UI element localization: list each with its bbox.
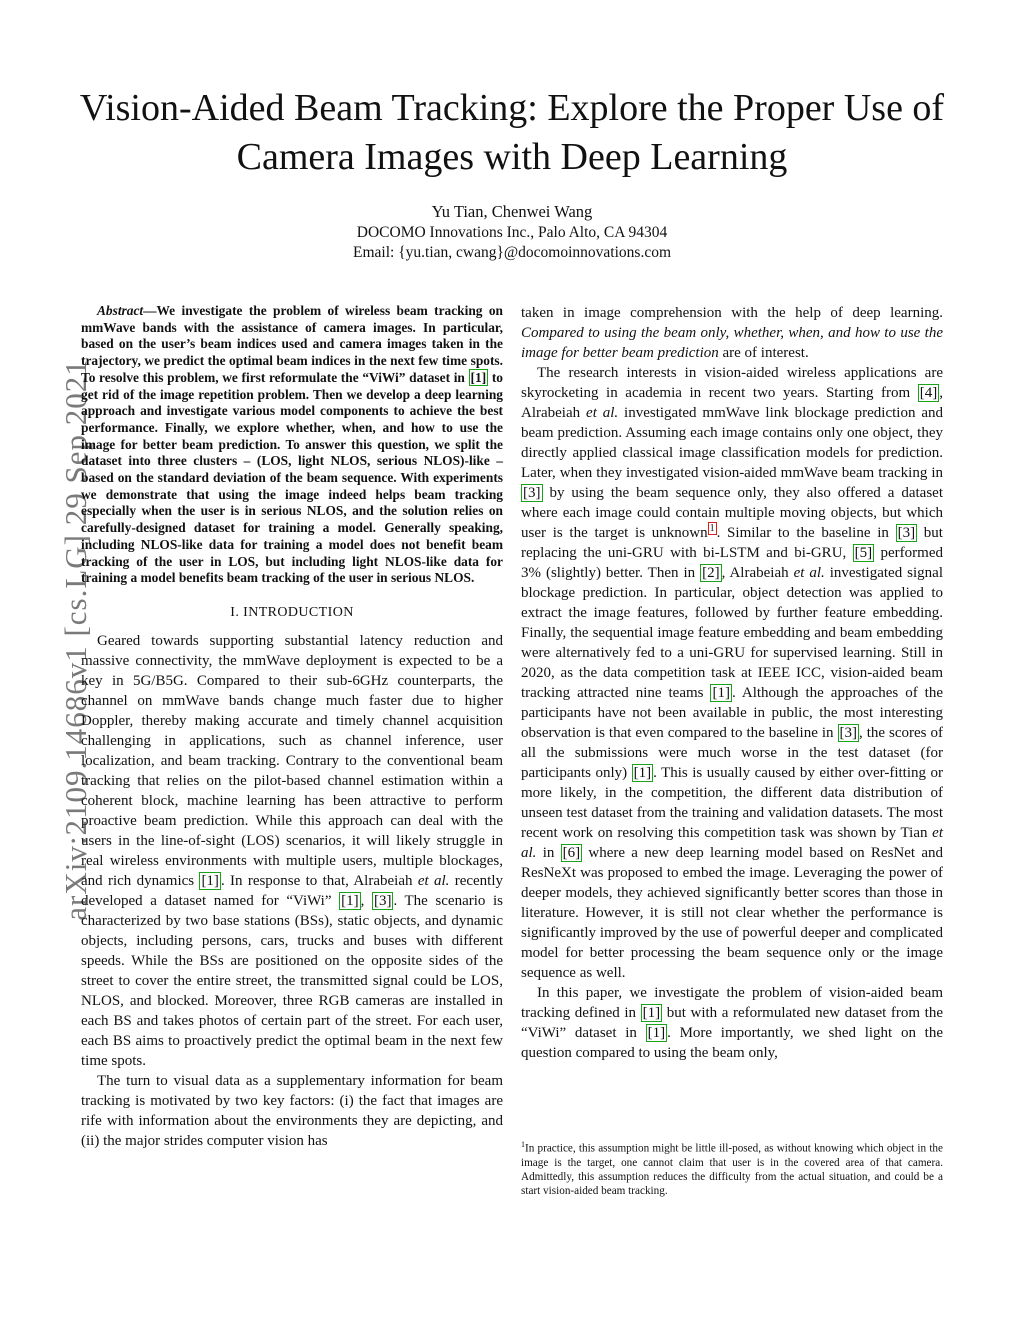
paragraph-text: The research interests in vision-aided wireless applications are skyrocketing in academia in recent two years. Starting from	[521, 365, 943, 401]
author-names: Yu Tian, Chenwei Wang	[431, 202, 593, 221]
abstract-text: to get rid of the image repetition problem. Then we develop a deep learning approach and investigate various model components to achieve the best performance. Finally, we explore whether, when, and how to use the image for better beam prediction. To answer this question, we split the dataset into three clusters – (LOS, light NLOS, serious NLOS)-like – based on the standard deviation of the beam sequence. With experiments we demonstrate that using the image indeed helps beam tracking especially when the user is in serious NLOS, and the solution relies on carefully-designed dataset for training a model. Generally speaking, including NLOS-like data for training a model does not benefit beam tracking of the user in LOS, but including light NLOS-like data for training a model benefits beam tracking of the user in serious NLOS.	[81, 369, 503, 586]
paragraph-text: , Alrabeiah	[721, 565, 794, 581]
citation-link[interactable]: [3]	[523, 485, 541, 501]
paragraph-text: , the scores of all the submissions were much worse in the test dataset (for participants only)	[521, 725, 943, 781]
paragraph-text: are of interest.	[718, 345, 809, 361]
paragraph-text: by using the beam sequence only, they also offered a dataset where each image could contain multiple moving objects, but which user is the target is unknown	[521, 485, 943, 541]
paragraph-text: but with a reformulated new dataset from the “ViWi” dataset in	[521, 1005, 943, 1041]
abstract-label: Abstract	[97, 303, 144, 318]
et-al: et al.	[793, 565, 825, 581]
citation-link[interactable]: [3]	[839, 725, 858, 741]
paragraph-text: investigated mmWave link blockage prediction and beam prediction. Assuming each image contains only one object, they directly applied classical image classification models for prediction. Later, when they investigated vision-aided mmWave beam tracking in	[521, 405, 944, 481]
citation-link[interactable]: [1]	[470, 369, 487, 385]
paper-title: Vision-Aided Beam Tracking: Explore the Proper Use of Camera Images with Deep Learning	[79, 87, 945, 178]
citation-link[interactable]: [4]	[919, 385, 938, 401]
footnote-link[interactable]: 1	[709, 523, 715, 534]
footnote-mark: 1	[521, 1140, 525, 1149]
paragraph-text: where a new deep learning model based on ResNet and ResNeXt was proposed to embed the image. Leveraging the power of deeper models, they achieved significantly better scores than those in literature. However, it is still not clear whether the performance is significantly improved by the use of powerful deeper and complicated model for better processing the beam sequence only or the image sequence as well.	[521, 845, 943, 981]
paragraph-text: In this paper, we investigate the problem of vision-aided beam tracking defined in	[521, 985, 943, 1021]
author-block	[60, 201, 964, 263]
paragraph-text: . Although the approaches of the participants have not been available in public, the most interesting observation is that even compared to the baseline in	[521, 685, 944, 741]
citation-link[interactable]: [6]	[562, 845, 581, 861]
paragraph-text: . The scenario is characterized by two base stations (BSs), static objects, and dynamic objects, including persons, cars, trucks and buses with different speeds. While the BSs are positioned on the opposite sides of the street to cover the entire street, the transmitted signal could be LOS, NLOS, and blocked. Moreover, three RGB cameras are installed in each BS and takes photos of certain part of the street. For each user, each BS aims to proactively predict the optimal beam in the next few time spots.	[81, 892, 504, 1069]
citation-link[interactable]: [2]	[702, 565, 720, 581]
et-al: et al.	[586, 405, 619, 421]
paragraph-text: in	[536, 845, 561, 861]
abstract-text: —We investigate the problem of wireless beam tracking on mmWave bands with the assistance of camera images. In particular, based on the user’s beam indices used and camera images taken in the trajectory, we predict the optimal beam indices in the next few time spots. To resolve this problem, we first reformulate the “ViWi” dataset in	[81, 303, 503, 385]
et-al: et al.	[417, 872, 450, 889]
citation-link[interactable]: [1]	[712, 685, 730, 701]
citation-link[interactable]: [3]	[373, 892, 392, 909]
right-column	[521, 303, 943, 1063]
paragraph-text: , Alrabeiah	[521, 385, 943, 421]
abstract	[81, 303, 503, 587]
paragraph	[521, 303, 943, 363]
paragraph-text: taken in image comprehension with the help of deep learning.	[521, 305, 943, 321]
paragraph-text: . Similar to the baseline in	[716, 525, 896, 541]
footnote	[521, 1138, 943, 1198]
section-heading: I. INTRODUCTION	[230, 604, 354, 620]
citation-link[interactable]: [5]	[854, 545, 873, 561]
paragraph-text: performed 3% (slightly) better. Then in	[521, 545, 943, 581]
citation-link[interactable]: [3]	[897, 525, 916, 541]
author-affiliation: DOCOMO Innovations Inc., Palo Alto, CA 94304	[356, 224, 668, 241]
paragraph-text: ,	[360, 892, 372, 909]
paragraph	[521, 363, 943, 983]
citation-link[interactable]: [1]	[647, 1025, 666, 1041]
paragraph-text: recently developed a dataset named for “ViWi”	[81, 872, 503, 909]
arxiv-identifier: arXiv:2109.14686v1 [cs.LG] 29 Sep 2021	[58, 359, 93, 921]
footnote-text: In practice, this assumption might be little ill-posed, as without knowing which object in the image is the target, one cannot claim that user is in the covered area of that camera. Admittedly, this assumption reduces the difficulty from the actual situation, and could be a start vision-aided beam tracking.	[521, 1142, 943, 1197]
paragraph	[81, 631, 503, 1071]
paragraph-text: investigated signal blockage prediction. In particular, object detection was applied to extract the image features, followed by further feature embedding. Finally, the sequential image feature embedding and beam embedding were alternatively fed to a uni-GRU for supervised learning. Still in 2020, as the data competition task at IEEE ICC, vision-aided beam tracking attracted nine teams	[521, 565, 943, 701]
emphasized-text: Compared to using the beam only, whether, when, and how to use the image for better beam prediction	[521, 325, 943, 361]
paragraph: The turn to visual data as a supplementary information for beam tracking is motivated by two key factors: (i) the fact that images are rife with information about the environments they are depicting, and (ii) the major strides computer vision has	[81, 1072, 503, 1149]
left-column	[81, 303, 503, 1151]
paragraph	[521, 983, 943, 1063]
citation-link[interactable]: [1]	[201, 872, 219, 889]
citation-link[interactable]: [1]	[642, 1005, 661, 1021]
paragraph-text: Geared towards supporting substantial latency reduction and massive connectivity, the mmWave deployment is expected to be a key in 5G/B5G. Compared to their sub-6GHz counterparts, the channel on mmWave bands change much faster due to higher Doppler, thereby making accurate and timely channel acquisition challenging in applications, such as channel inference, user localization, and beam tracking. Contrary to the conventional beam tracking that relies on the pilot-based channel estimation within a coherent block, machine learning has been attractive to perform proactive beam prediction. While this approach can deal with the users in the line-of-sight (LOS) scenarios, it will likely struggle in real wireless environments with multiple users, multiple blockages, and rich dynamics	[81, 632, 503, 889]
citation-link[interactable]: [1]	[633, 765, 652, 781]
citation-link[interactable]: [1]	[341, 892, 359, 909]
paragraph-text: . More importantly, we shed light on the question compared to using the beam only,	[521, 1025, 943, 1061]
et-al: et al.	[521, 825, 943, 861]
paragraph-text: . This is usually caused by either over-fitting or more likely, in the competition, the different data distribution of unseen test dataset from the training and validation datasets. The most recent work on resolving this competition task was shown by Tian	[521, 765, 943, 841]
author-email: Email: {yu.tian, cwang}@docomoinnovations.com	[353, 244, 671, 261]
paragraph-text: . In response to that, Alrabeiah	[220, 872, 418, 889]
paragraph-text: but replacing the uni-GRU with bi-LSTM and bi-GRU,	[521, 525, 943, 561]
